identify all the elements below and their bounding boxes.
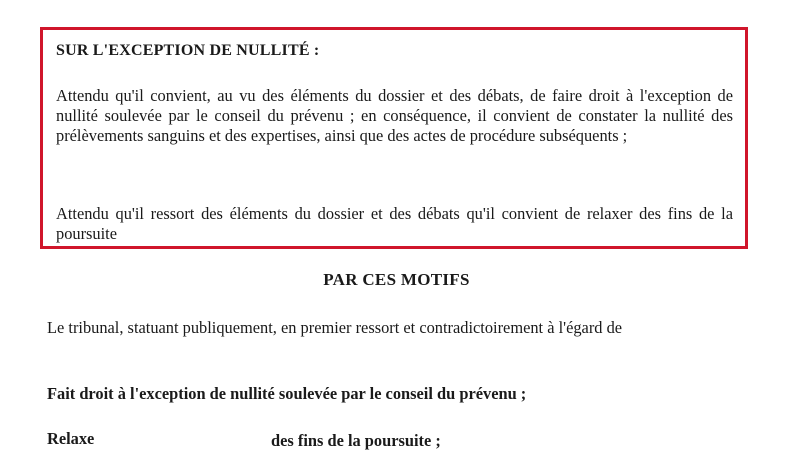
ruling-relaxe-text: des fins de la poursuite ; <box>271 431 441 450</box>
paragraph-exception-1: Attendu qu'il convient, au vu des éléments du dossier et des débats, de faire droit à l'exception de nullité soulevée par le conseil du prévenu ; en conséquence, il convient de constater la nullité des prélèvements sanguins et des expertises, ainsi que des actes de procédure subséquents ; <box>56 86 733 145</box>
paragraph-exception-2: Attendu qu'il ressort des éléments du dossier et des débats qu'il convient de relaxer des fins de la poursuite <box>56 204 733 243</box>
section-heading-exception: SUR L'EXCEPTION DE NULLITÉ : <box>56 42 320 59</box>
section-heading-motifs: PAR CES MOTIFS <box>323 270 470 289</box>
tribunal-statement: Le tribunal, statuant publiquement, en premier ressort et contradictoirement à l'égard de <box>47 318 623 337</box>
ruling-fait-droit: Fait droit à l'exception de nullité soulevée par le conseil du prévenu ; <box>47 384 527 403</box>
ruling-relaxe-label: Relaxe <box>47 429 95 448</box>
